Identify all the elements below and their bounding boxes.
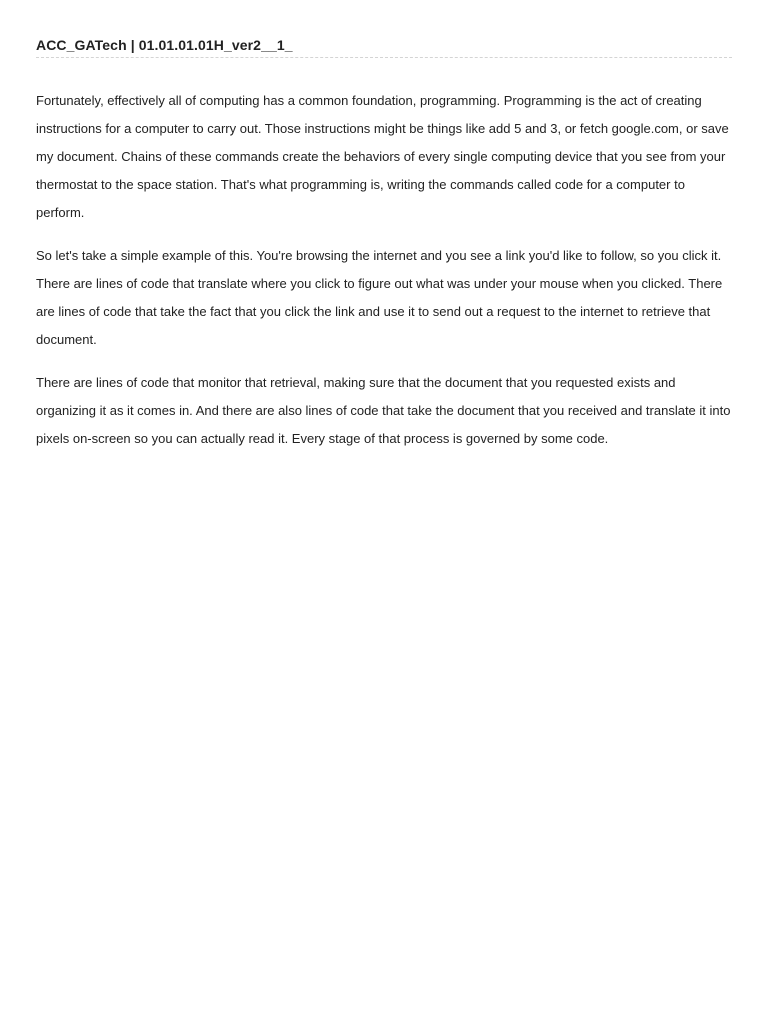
document-title: ACC_GATech | 01.01.01.01H_ver2__1_	[36, 37, 293, 53]
paragraph-1: Fortunately, effectively all of computing has a common foundation, programming. Programming is the act of creating instructions for a computer to carry out. Those instructions might be things like add 5 and 3, or fetch google.com, or save my document. Chains of these commands create the behaviors of every single computing device that you see from your thermostat to the space station. That's what programming is, writing the commands called code for a computer to perform.	[36, 93, 729, 220]
paragraph-3: There are lines of code that monitor that retrieval, making sure that the document that you requested exists and organizing it as it comes in. And there are also lines of code that take the document that you received and translate it into pixels on-screen so you can actually read it. Every stage of that process is governed by some code.	[36, 375, 731, 446]
paragraph-2: So let's take a simple example of this. You're browsing the internet and you see a link you'd like to follow, so you click it. There are lines of code that translate where you click to figure out what was under your mouse when you clicked. There are lines of code that take the fact that you click the link and use it to send out a request to the internet to retrieve that document.	[36, 248, 723, 347]
title-divider	[36, 57, 732, 58]
